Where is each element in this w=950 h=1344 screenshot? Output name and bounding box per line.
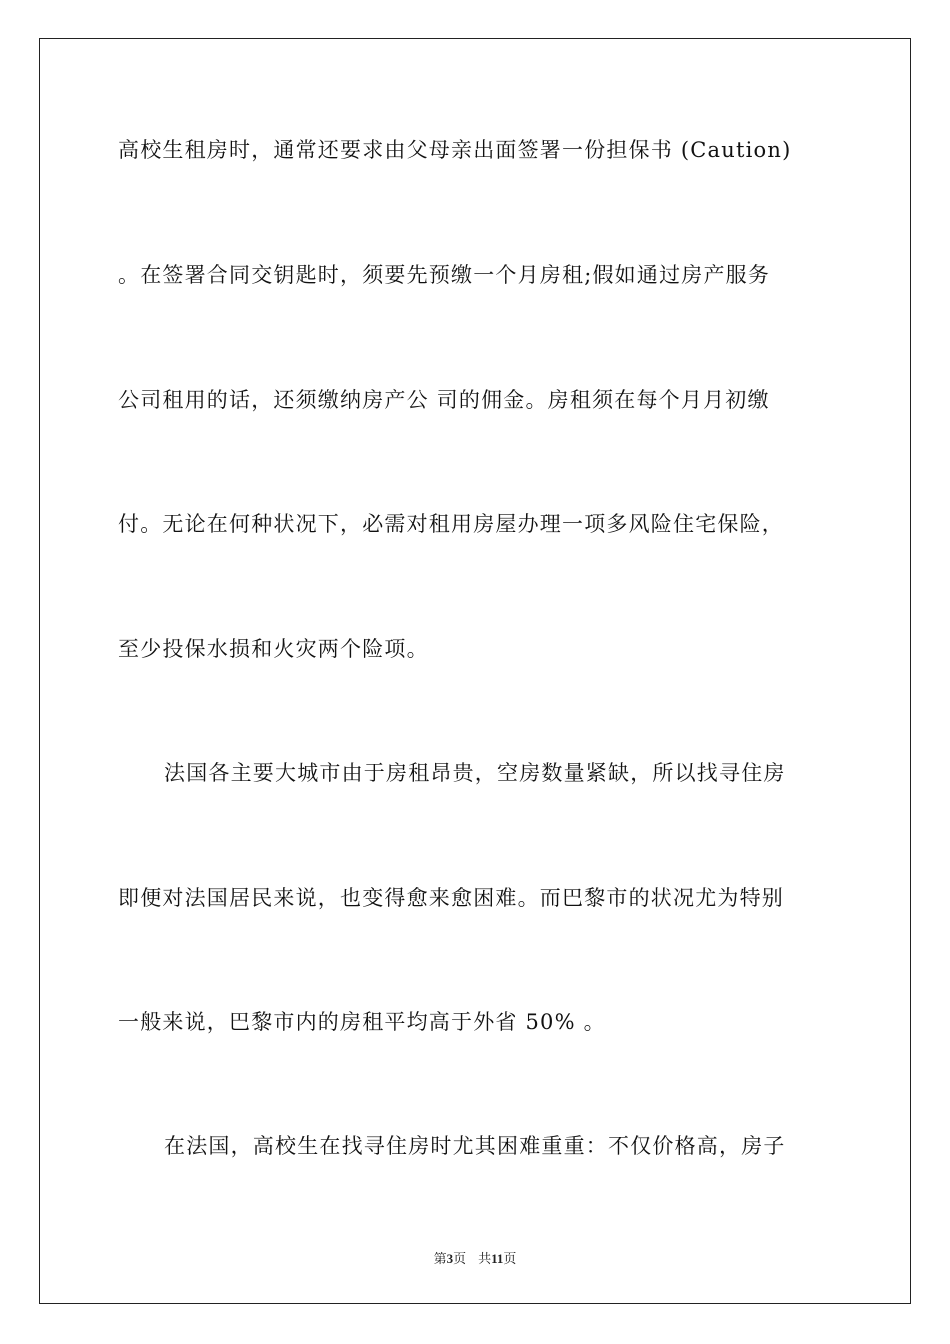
text-line: 即便对法国居民来说，也变得愈来愈困难。而巴黎市的状况尤为特别: [118, 886, 784, 910]
total-prefix: 共: [478, 1251, 492, 1266]
page-number: 3: [446, 1251, 454, 1266]
text-line: 。在签署合同交钥匙时，须要先预缴一个月房租;假如通过房产服务: [118, 263, 771, 287]
page-prefix: 第: [433, 1251, 447, 1266]
paragraph-first-line: 法国各主要大城市由于房租昂贵，空房数量紧缺，所以找寻住房: [164, 761, 786, 785]
total-pages: 11: [491, 1251, 504, 1266]
page-suffix: 页: [453, 1251, 467, 1266]
text-line: 一般来说，巴黎市内的房租平均高于外省 50% 。: [118, 1010, 606, 1034]
text-line: 至少投保水损和火灾两个险项。: [118, 637, 429, 661]
paragraph-first-line: 在法国，高校生在找寻住房时尤其困难重重：不仅价格高，房子: [164, 1134, 786, 1158]
total-suffix: 页: [503, 1251, 517, 1266]
text-line: 付。无论在何种状况下，必需对租用房屋办理一项多风险住宅保险，: [118, 512, 784, 536]
text-line: 高校生租房时，通常还要求由父母亲出面签署一份担保书 (Caution): [118, 138, 792, 162]
text-line: 公司租用的话，还须缴纳房产公 司的佣金。房租须在每个月月初缴: [118, 388, 770, 412]
page-border: [39, 38, 911, 1304]
page-footer: [0, 1248, 950, 1267]
